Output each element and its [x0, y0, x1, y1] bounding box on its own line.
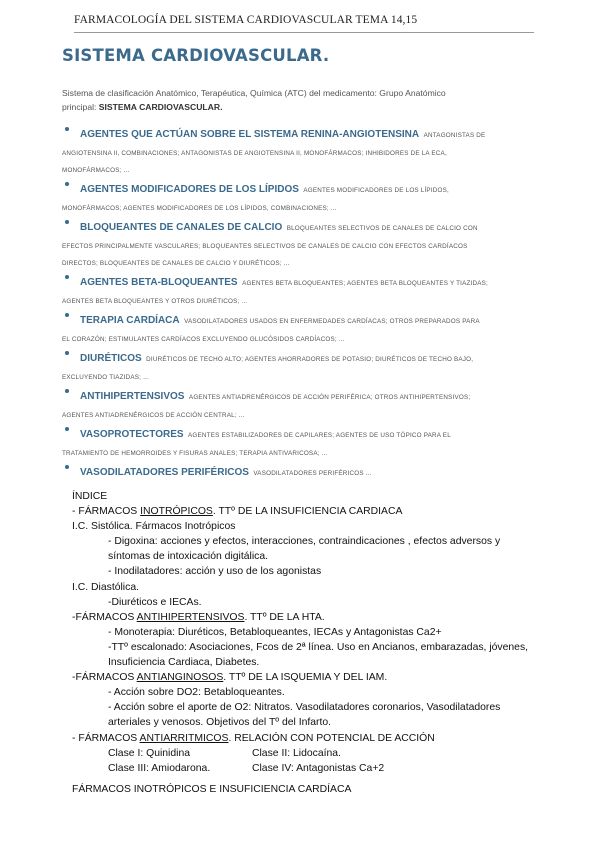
- atc-group-desc: DIURÉTICOS DE TECHO ALTO; AGENTES AHORRADORES DE POTASIO; DIURÉTICOS DE TECHO BAJO,: [146, 356, 474, 363]
- index-item: - Monoterapia: Diuréticos, Betabloqueantes, IECAs y Antagonistas Ca2+: [108, 626, 442, 638]
- text: - FÁRMACOS: [72, 732, 140, 744]
- index-item: - Acción sobre DO2: Betabloqueantes.: [108, 687, 285, 699]
- index-section-antianginosos: [72, 670, 542, 685]
- bullet-icon: [65, 313, 69, 317]
- list-item: [62, 348, 532, 386]
- text: . TTº DE LA INSUFICIENCIA CARDIACA: [212, 506, 403, 518]
- atc-group-name: VASOPROTECTORES: [80, 429, 184, 440]
- table-of-contents: [72, 489, 542, 776]
- index-item: -Diuréticos e IECAs.: [108, 596, 202, 608]
- atc-group-name: AGENTES BETA-BLOQUEANTES: [80, 277, 238, 288]
- atc-group-name: TERAPIA CARDÍACA: [80, 315, 180, 326]
- text: INOTRÓPICOS: [140, 506, 213, 518]
- text: Clase II: Lidocaína.: [252, 747, 341, 759]
- section-heading: FÁRMACOS INOTRÓPICOS E INSUFICIENCIA CARDÍACA: [72, 784, 352, 795]
- text: . RELACIÓN CON POTENCIAL DE ACCIÓN: [228, 732, 435, 744]
- text: ANTIHIPERTENSIVOS: [136, 611, 245, 623]
- text: . TTº DE LA ISQUEMIA Y DEL IAM.: [223, 672, 388, 684]
- atc-group-name: AGENTES QUE ACTÚAN SOBRE EL SISTEMA RENINA-ANGIOTENSINA: [80, 129, 420, 140]
- intro-text: Sistema de clasificación Anatómico, Terapéutica, Química (ATC) del medicamento: Grupo Anatómico principal:: [62, 88, 446, 112]
- text: - FÁRMACOS: [72, 506, 141, 518]
- atc-group-desc: AGENTES BETA BLOQUEANTES; AGENTES BETA BLOQUEANTES Y TIAZIDAS;: [242, 280, 488, 287]
- text: -FÁRMACOS: [72, 611, 137, 623]
- text: . TTº DE LA HTA.: [244, 611, 325, 623]
- page-title: SISTEMA CARDIOVASCULAR.: [62, 46, 330, 65]
- atc-group-desc: EFECTOS PRINCIPALMENTE VASCULARES; BLOQUEANTES SELECTIVOS DE CANALES DE CALCIO CON EFECTOS CARDÍACOS: [62, 243, 468, 250]
- list-item: [62, 310, 532, 348]
- list-item: [62, 386, 532, 424]
- bullet-icon: [65, 182, 69, 186]
- index-subsection: I.C. Sistólica. Fármacos Inotrópicos: [72, 521, 236, 533]
- list-item: [62, 462, 532, 483]
- index-class-row: [72, 746, 542, 761]
- index-title: ÍNDICE: [72, 491, 108, 502]
- atc-group-desc: AGENTES MODIFICADORES DE LOS LÍPIDOS,: [303, 187, 449, 194]
- bullet-icon: [65, 275, 69, 279]
- atc-group-desc: MONOFÁRMACOS; ...: [62, 167, 130, 174]
- atc-group-name: ANTIHIPERTENSIVOS: [80, 391, 185, 402]
- atc-group-desc: AGENTES ESTABILIZADORES DE CAPILARES; AGENTES DE USO TÓPICO PARA EL: [188, 432, 451, 439]
- index-section-antihipertensivos: [72, 610, 542, 625]
- index-subsection: I.C. Diastólica.: [72, 581, 139, 593]
- atc-group-desc: ANGIOTENSINA II, COMBINACIONES; ANTAGONISTAS DE ANGIOTENSINA II, MONOFÁRMACOS; INHIBIDORES DE LA ECA,: [62, 150, 447, 157]
- bullet-icon: [65, 465, 69, 469]
- index-item: - Inodilatadores: acción y uso de los agonistas: [108, 566, 322, 578]
- atc-group-desc: AGENTES BETA BLOQUEANTES Y OTROS DIURÉTICOS; ...: [62, 298, 248, 305]
- atc-group-desc: ANTAGONISTAS DE: [423, 132, 486, 139]
- atc-group-desc: VASODILATADORES USADOS EN ENFERMEDADES CARDÍACAS; OTROS PREPARADOS PARA: [184, 318, 480, 325]
- text: Clase III: Amiodarona.: [108, 762, 211, 774]
- atc-group-name: AGENTES MODIFICADORES DE LOS LÍPIDOS: [80, 184, 299, 195]
- text: ANTIANGINOSOS: [136, 672, 224, 684]
- list-item: [62, 272, 532, 310]
- index-section-inotropicos: [72, 504, 542, 519]
- atc-group-desc: MONOFÁRMACOS; AGENTES MODIFICADORES DE LOS LÍPIDOS, COMBINACIONES; ...: [62, 205, 337, 212]
- atc-group-desc: TRATAMIENTO DE HEMORROIDES Y FISURAS ANALES; TERAPIA ANTIVARICOSA; ...: [62, 450, 328, 457]
- text: ANTIARRITMICOS: [139, 732, 229, 744]
- atc-group-desc: EL CORAZÓN; ESTIMULANTES CARDÍACOS EXCLUYENDO GLUCÓSIDOS CARDÍACOS; ...: [62, 336, 345, 343]
- bullet-icon: [65, 220, 69, 224]
- atc-group-name: BLOQUEANTES DE CANALES DE CALCIO: [80, 222, 283, 233]
- atc-group-desc: DIRECTOS; BLOQUEANTES DE CANALES DE CALCIO Y DIURÉTICOS; ...: [62, 260, 290, 267]
- bullet-icon: [65, 427, 69, 431]
- index-item: - Acción sobre el aporte de O2: Nitratos. Vasodilatadores coronarios, Vasodilatadores arteriales y venosos. Objetivos del Tº del Infarto.: [108, 702, 501, 729]
- atc-group-desc: AGENTES ANTIADRENÉRGICOS DE ACCIÓN CENTRAL; ...: [62, 412, 245, 419]
- atc-group-desc: EXCLUYENDO TIAZIDAS; ...: [62, 374, 149, 381]
- atc-group-name: DIURÉTICOS: [80, 353, 142, 364]
- bullet-icon: [65, 127, 69, 131]
- atc-group-desc: VASODILATADORES PERIFÉRICOS ...: [253, 470, 372, 477]
- index-section-antiarritmicos: [72, 731, 542, 746]
- index-item: - Digoxina: acciones y efectos, interacciones, contraindicaciones , efectos adversos y síntomas de intoxicación digitálica.: [108, 536, 501, 563]
- bullet-icon: [65, 389, 69, 393]
- bullet-icon: [65, 351, 69, 355]
- intro-bold: SISTEMA CARDIOVASCULAR.: [98, 102, 223, 112]
- atc-group-desc: AGENTES ANTIADRENÉRGICOS DE ACCIÓN PERIFÉRICA; OTROS ANTIHIPERTENSIVOS;: [188, 394, 471, 401]
- text: Clase I: Quinidina: [108, 747, 191, 759]
- atc-group-desc: BLOQUEANTES SELECTIVOS DE CANALES DE CALCIO CON: [286, 225, 478, 232]
- index-item: -TTº escalonado: Asociaciones, Fcos de 2ª línea. Uso en Ancianos, embarazadas, jóvenes, Insuficiencia Cardiaca, Diabetes.: [108, 641, 529, 669]
- index-class-row: [72, 761, 542, 776]
- atc-group-name: VASODILATADORES PERIFÉRICOS: [80, 467, 249, 478]
- list-item: [62, 179, 532, 217]
- text: Clase IV: Antagonistas Ca+2: [252, 762, 385, 774]
- running-header: FARMACOLOGÍA DEL SISTEMA CARDIOVASCULAR TEMA 14,15: [74, 14, 534, 33]
- list-item: [62, 217, 532, 272]
- atc-group-list: [62, 124, 532, 483]
- intro-paragraph: [62, 86, 482, 114]
- list-item: [62, 124, 532, 179]
- text: -FÁRMACOS: [72, 672, 137, 684]
- list-item: [62, 424, 532, 462]
